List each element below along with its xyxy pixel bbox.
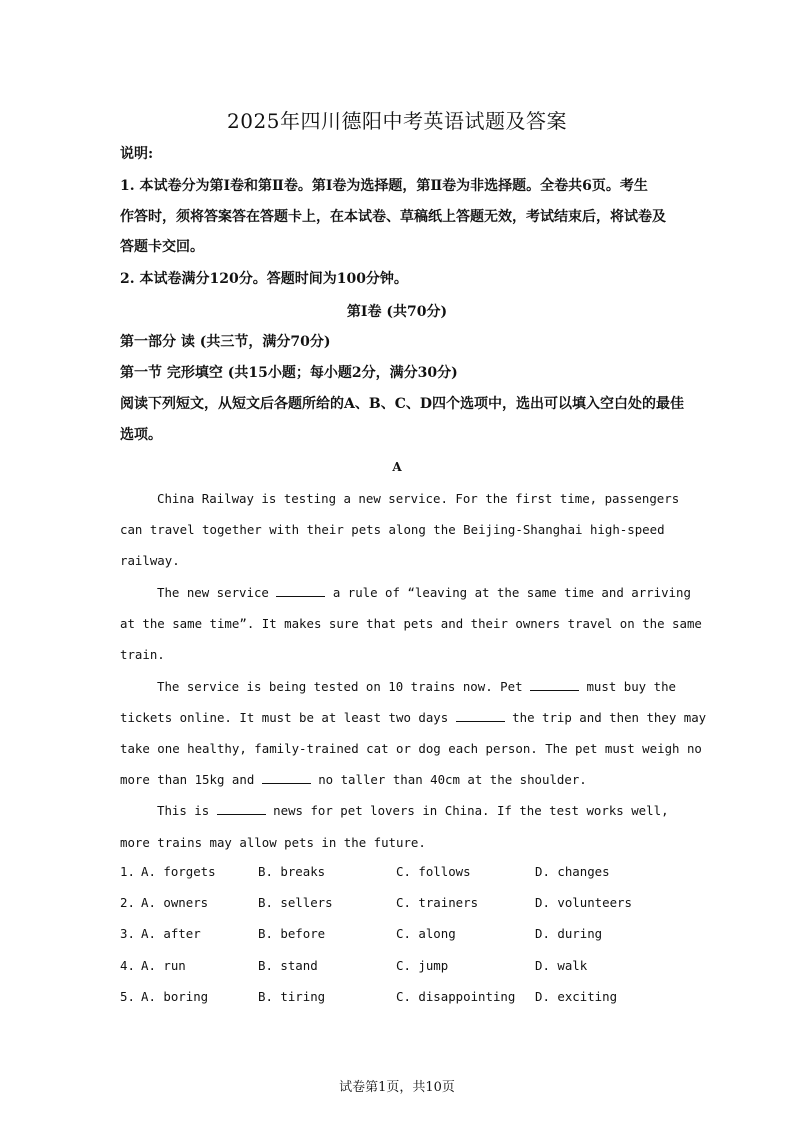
- passage-line: [157, 679, 676, 695]
- option-d: D. volunteers: [535, 895, 632, 910]
- passage-line: China Railway is testing a new service. For the first time, passengers: [157, 491, 680, 506]
- option-a: A. forgets: [141, 864, 216, 879]
- option-c: C. disappointing: [396, 989, 516, 1004]
- volume-heading: 第Ⅰ卷 (共70分): [346, 304, 448, 320]
- question-number: 5.: [120, 989, 135, 1004]
- option-b: B. before: [258, 926, 326, 941]
- option-a: A. run: [141, 958, 186, 973]
- option-a: A. owners: [141, 895, 209, 910]
- instruction-line-1: 阅读下列短文，从短文后各题所给的A、B、C、D四个选项中，选出可以填入空白处的最佳: [120, 396, 684, 412]
- question-number: 4.: [120, 958, 135, 973]
- passage-text: This is: [157, 803, 210, 818]
- passage-line: at the same time”. It makes sure that pets and their owners travel on the same: [120, 616, 702, 631]
- page-footer: 试卷第1页，共10页: [339, 1080, 455, 1095]
- passage-text: tickets online. It must be at least two days: [120, 710, 449, 725]
- passage-text: no taller than 40cm at the shoulder.: [318, 772, 587, 787]
- question-number: 3.: [120, 926, 135, 941]
- answer-blank-5: [217, 803, 266, 815]
- option-b: B. tiring: [258, 989, 326, 1004]
- question-number: 2.: [120, 895, 135, 910]
- option-c: C. jump: [396, 958, 449, 973]
- option-c: C. along: [396, 926, 456, 941]
- passage-text: The new service: [157, 585, 269, 600]
- notes-heading: 说明:: [120, 146, 154, 162]
- page-title: 2025年四川德阳中考英语试题及答案: [227, 109, 567, 133]
- part-heading: 第一部分 读 (共三节，满分70分): [120, 334, 331, 350]
- answer-blank-3: [456, 710, 505, 722]
- passage-text: news for pet lovers in China. If the test works well,: [273, 803, 669, 818]
- answer-blank-4: [262, 772, 311, 784]
- passage-text: the trip and then they may: [512, 710, 707, 725]
- option-c: C. trainers: [396, 895, 479, 910]
- note-1-line-2: 作答时，须将答案答在答题卡上，在本试卷、草稿纸上答题无效，考试结束后，将试卷及: [120, 209, 666, 225]
- passage-line: [120, 772, 587, 788]
- option-d: D. exciting: [535, 989, 618, 1004]
- option-a: A. after: [141, 926, 201, 941]
- instruction-line-2: 选项。: [120, 427, 162, 443]
- passage-text: more than 15kg and: [120, 772, 255, 787]
- option-b: B. breaks: [258, 864, 326, 879]
- section-heading: 第一节 完形填空 (共15小题；每小题2分，满分30分): [120, 365, 458, 381]
- note-1-line-3: 答题卡交回。: [120, 239, 204, 255]
- option-d: D. changes: [535, 864, 610, 879]
- question-number: 1.: [120, 864, 135, 879]
- passage-text: must buy the: [586, 679, 676, 694]
- answer-blank-2: [530, 679, 579, 691]
- option-b: B. sellers: [258, 895, 333, 910]
- passage-line: [157, 585, 691, 601]
- option-a: A. boring: [141, 989, 209, 1004]
- passage-line: [157, 803, 669, 819]
- option-d: D. during: [535, 926, 603, 941]
- passage-line: [120, 710, 706, 726]
- passage-line: train.: [120, 647, 165, 662]
- answer-blank-1: [276, 585, 325, 597]
- passage-line: more trains may allow pets in the future.: [120, 835, 426, 850]
- passage-line: take one healthy, family-trained cat or dog each person. The pet must weigh no: [120, 741, 702, 756]
- passage-text: The service is being tested on 10 trains now. Pet: [157, 679, 523, 694]
- passage-line: can travel together with their pets along the Beijing-Shanghai high-speed: [120, 522, 665, 537]
- passage-label: A: [392, 460, 402, 474]
- option-c: C. follows: [396, 864, 471, 879]
- note-1-line-1: 1. 本试卷分为第Ⅰ卷和第Ⅱ卷。第Ⅰ卷为选择题，第Ⅱ卷为非选择题。全卷共6页。考生: [120, 178, 648, 194]
- option-d: D. walk: [535, 958, 588, 973]
- passage-text: a rule of “leaving at the same time and arriving: [332, 585, 691, 600]
- option-b: B. stand: [258, 958, 318, 973]
- passage-line: railway.: [120, 553, 180, 568]
- note-2: 2. 本试卷满分120分。答题时间为100分钟。: [120, 271, 408, 287]
